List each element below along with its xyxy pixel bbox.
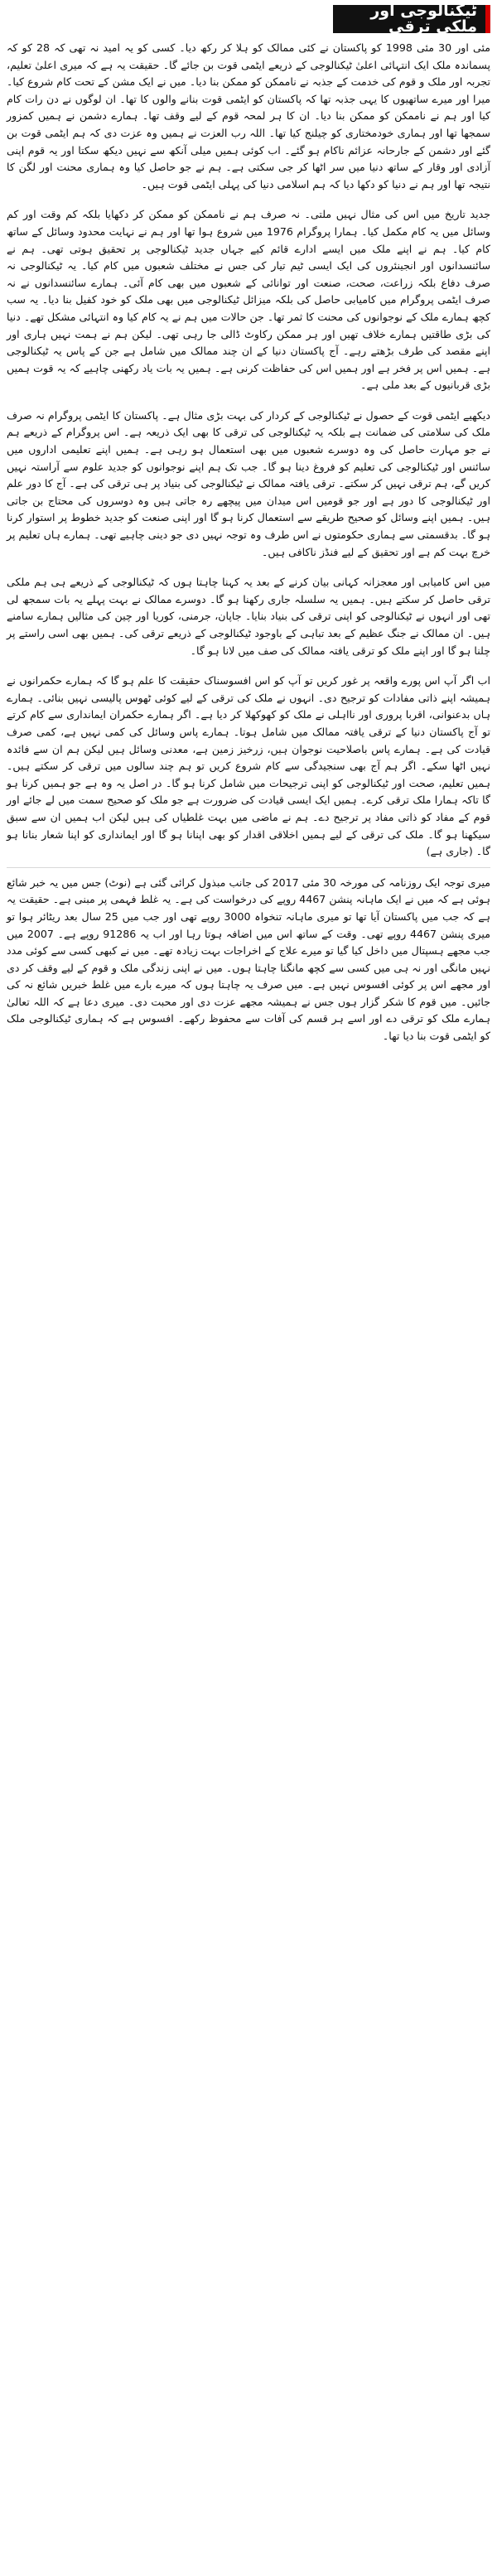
column-title: ٹیکنالوجی اور ملکی ترقی	[370, 2, 477, 36]
article-paragraph: میں اس کامیابی اور معجزانہ کہانی بیان کرنے کے بعد یہ کہنا چاہتا ہوں کہ ٹیکنالوجی کے ذریعے ہی ہم ملکی ترقی حاصل کر سکتے ہیں۔ ہمیں یہ سلسلہ جاری رکھنا ہو گا۔ دوسرے ممالک نے بہت پہلے یہ بات سمجھ لی تھی اور انہوں نے ٹیکنالوجی کو اپنی ترقی کی بنیاد بنایا۔ جاپان، جرمنی، کوریا اور چین کی مثالیں ہمارے سامنے ہیں۔ ان ممالک نے جنگ عظیم کے بعد تباہی کے باوجود ٹیکنالوجی کے ذریعے ترقی کی۔ ہمیں بھی اسی راستے پر چلنا ہو گا اور اپنے ملک کو ترقی یافتہ ممالک کی صف میں لانا ہو گا۔	[7, 576, 490, 657]
correction-note: میری توجہ ایک روزنامہ کی مورخہ 30 مئی 2017 کی جانب مبذول کرائی گئی ہے (نوٹ) جس میں یہ خبر شائع ہوئی ہے کہ میں نے ایک ماہانہ پنشن 4467 روپے کی درخواست کی ہے۔ یہ غلط فہمی پر مبنی ہے۔ حقیقت یہ ہے کہ جب میں پاکستان آیا تھا تو میری ماہانہ تنخواہ 3000 روپے تھی اور جب میں 25 سال بعد ریٹائر ہوا تو میری پنشن 4467 روپے تھی۔ وقت کے ساتھ اس میں اضافہ ہوتا رہا اور اب یہ 91286 روپے ہے۔ 2007 میں جب مجھے ہسپتال میں داخل کیا گیا تو میرے علاج کے اخراجات بہت زیادہ تھے۔ میں نے کبھی کسی سے کوئی مدد نہیں مانگی اور نہ ہی میں کسی سے کچھ مانگنا چاہتا ہوں۔ میں نے اپنی زندگی ملک و قوم کے لیے وقف کر دی اور مجھے اس پر کوئی افسوس نہیں ہے۔ میں صرف یہ چاہتا ہوں کہ میرے بارے میں غلط خبریں شائع نہ کی جائیں۔ میں قوم کا شکر گزار ہوں جس نے ہمیشہ مجھے عزت دی اور محبت دی۔ میری دعا ہے کہ اللہ تعالیٰ ہمارے ملک کو ترقی دے اور اسے ہر قسم کی آفات سے محفوظ رکھے۔ افسوس ہے کہ ہماری ٹیکنالوجی ملک کو ایٹمی قوت بنا دیا تھا۔	[7, 876, 490, 1043]
section-divider	[7, 867, 490, 868]
article-paragraph: جدید تاریخ میں اس کی مثال نہیں ملتی۔ نہ صرف ہم نے ناممکن کو ممکن کر دکھایا بلکہ کم وقت اور کم وسائل میں یہ کام مکمل کیا۔ ہمارا پروگرام 1976 میں شروع ہوا تھا اور ہم نے نہایت محدود وسائل کے ساتھ کام کیا۔ ہم نے اپنے ملک میں ایسے ادارے قائم کیے جہاں جدید ٹیکنالوجی پر تحقیق ہوتی تھی۔ ہم نے سائنسدانوں اور انجینئروں کی ایک ایسی ٹیم تیار کی جس نے مختلف شعبوں میں کام کیا۔ یہ ٹیکنالوجی نہ صرف دفاع بلکہ زراعت، صحت، صنعت اور توانائی کے شعبوں میں بھی کام آئی۔ ہمارے سائنسدانوں نے نہ صرف ایٹمی پروگرام میں کامیابی حاصل کی بلکہ میزائل ٹیکنالوجی میں بھی ملک کو خود کفیل بنا دیا۔ یہ سب کچھ ہمارے ملک کے نوجوانوں کی محنت کا ثمر تھا۔ جن حالات میں ہم نے یہ کام کیا وہ انتہائی مشکل تھے۔ دنیا کی بڑی طاقتیں ہمارے خلاف تھیں اور ہر ممکن رکاوٹ ڈالی جا رہی تھی۔ لیکن ہم نے ہمت نہیں ہاری اور اپنے مقصد کی طرف بڑھتے رہے۔ آج پاکستان دنیا کے ان چند ممالک میں شامل ہے جن کے پاس یہ ٹیکنالوجی ہے۔ ہمیں اس پر فخر ہے اور ہمیں اس کی حفاظت کرنی ہے۔ ہمیں یہ بات یاد رکھنی چاہیے کہ یہ قوت ہمیں بڑی قربانیوں کے بعد ملی ہے۔	[7, 208, 490, 392]
article-paragraph: مئی اور 30 مئی 1998 کو پاکستان نے کئی ممالک کو ہلا کر رکھ دیا۔ کسی کو یہ امید نہ تھی کہ 28 کو کہ پسماندہ ملک ایک انتہائی اعلیٰ ٹیکنالوجی کے ذریعے ایٹمی قوت بن جائے گا۔ حقیقت یہ ہے کہ میری اعلیٰ تعلیم، تجربہ اور ملک و قوم کی خدمت کے جذبہ نے ناممکن کو ممکن بنا دیا۔ میں نے ایک مشن کے تحت کام شروع کیا۔ میرا اور میرے ساتھیوں کا یہی جذبہ تھا کہ پاکستان کو ایٹمی قوت بنانے والوں کا تھا۔ ان لوگوں نے دن رات کام کیا اور ہم نے ناممکن کو ممکن بنا دیا۔ ان کا ہر لمحہ قوم کے لیے وقف تھا۔ ہمارے دشمن نے ہمیں کمزور سمجھا تھا اور ہماری خودمختاری کو چیلنج کیا تھا۔ اللہ رب العزت نے ہمیں وہ عزت دی کہ ہم ایٹمی قوت بن گئے اور دشمن کے جارحانہ عزائم ناکام ہو گئے۔ اب کوئی ہمیں میلی آنکھ سے نہیں دیکھ سکتا اور یہ قوم اپنی آزادی اور وقار کے ساتھ دنیا میں سر اٹھا کر جی سکتی ہے۔ ہم نے جو حاصل کیا وہ ہماری محنت اور لگن کا نتیجہ تھا اور ہم نے دنیا کو دکھا دیا کہ ہم اسلامی دنیا کی پہلی ایٹمی قوت ہیں۔	[7, 41, 490, 191]
article-body	[7, 40, 490, 861]
column-header	[333, 2, 490, 36]
article-paragraph: اب اگر آپ اس پورے واقعہ پر غور کریں تو آپ کو اس افسوسناک حقیقت کا علم ہو گا کہ ہمارے حکمرانوں نے ہمیشہ اپنے ذاتی مفادات کو ترجیح دی۔ انہوں نے ملک کی ترقی کے لیے کوئی ٹھوس پالیسی نہیں بنائی۔ ہمارے ہاں بدعنوانی، اقربا پروری اور نااہلی نے ملک کو کھوکھلا کر دیا ہے۔ اگر ہمارے حکمران ایمانداری سے کام کرتے تو آج پاکستان دنیا کے ترقی یافتہ ممالک میں شامل ہوتا۔ ہمارے پاس وسائل کی کمی نہیں ہے، کمی صرف قیادت کی ہے۔ ہمارے پاس باصلاحیت نوجوان ہیں، زرخیز زمین ہے، معدنی وسائل ہیں لیکن ہم ان سے فائدہ نہیں اٹھا سکے۔ اگر ہم آج بھی سنجیدگی سے کام شروع کریں تو ہم چند سالوں میں ترقی کر سکتے ہیں۔ ہمیں تعلیم، صحت اور ٹیکنالوجی کو اپنی ترجیحات میں شامل کرنا ہو گا۔ در اصل یہ وہ ہے جو ہمیں کرنا ہو گا تاکہ ہمارا ملک ترقی کرے۔ ہمیں ایک ایسی قیادت کی ضرورت ہے جو ملک کو صحیح سمت میں لے جائے اور قوم کے مفاد کو ذاتی مفاد پر ترجیح دے۔ ہم نے ماضی میں بہت غلطیاں کی ہیں لیکن اب ہمیں ان سے سبق سیکھنا ہو گا۔ ملک کی ترقی کے لیے ہمیں اخلاقی اقدار کو بھی اپنانا ہو گا اور ایمانداری کو اپنا شعار بنانا ہو گا۔ (جاری ہے)	[7, 674, 490, 858]
article-paragraph: دیکھیے ایٹمی قوت کے حصول نے ٹیکنالوجی کے کردار کی بہت بڑی مثال ہے۔ پاکستان کا ایٹمی پروگرام نہ صرف ملک کی سلامتی کی ضمانت ہے بلکہ یہ ٹیکنالوجی کی ترقی کا بھی ایک ذریعہ ہے۔ اس پروگرام کے ذریعے ہم نے جو مہارت حاصل کی وہ دوسرے شعبوں میں بھی استعمال ہو رہی ہے۔ ہمیں اپنے تعلیمی اداروں میں سائنس اور ٹیکنالوجی کی تعلیم کو فروغ دینا ہو گا۔ جب تک ہم اپنے نوجوانوں کو جدید علوم سے آراستہ نہیں کریں گے، ہم ترقی نہیں کر سکتے۔ ترقی یافتہ ممالک نے ٹیکنالوجی کی بنیاد پر ہی ترقی کی ہے۔ آج کا دور علم اور ٹیکنالوجی کا دور ہے اور جو قومیں اس میدان میں پیچھے رہ جاتی ہیں وہ دوسروں کی محتاج بن جاتی ہیں۔ ہمیں اپنے وسائل کو صحیح طریقے سے استعمال کرنا ہو گا اور اپنی صنعت کو جدید خطوط پر استوار کرنا ہو گا۔ بدقسمتی سے ہماری حکومتوں نے اس طرف وہ توجہ نہیں دی جو دینی چاہیے تھی۔ ہمارے ہاں تعلیم پر خرچ بہت کم ہے اور تحقیق کے لیے فنڈز ناکافی ہیں۔	[7, 408, 490, 558]
